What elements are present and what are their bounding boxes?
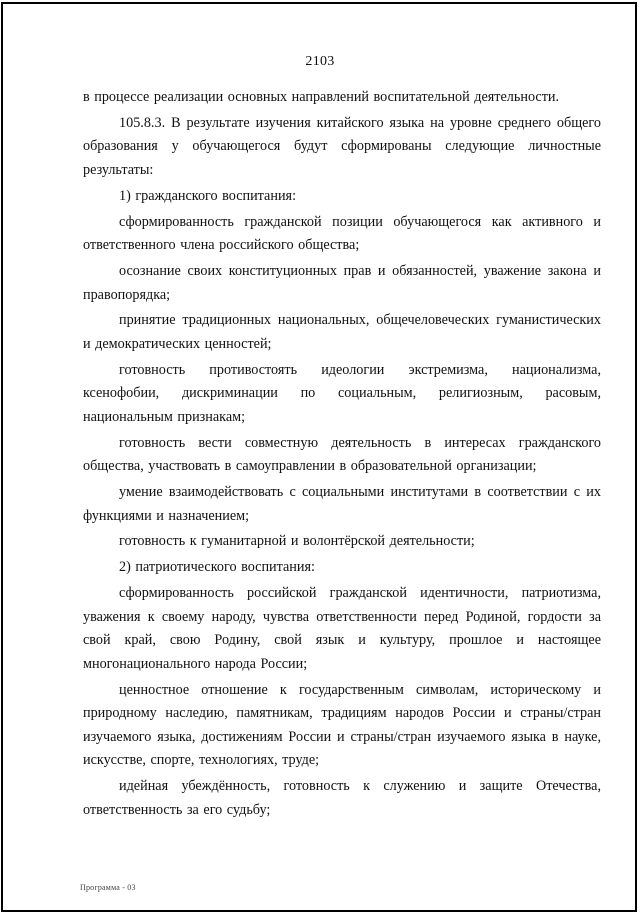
paragraph-item: идейная убеждённость, готовность к служению и защите Отечества, ответственность за его судьбу; [83,778,601,818]
paragraph-item: готовность вести совместную деятельность в интересах гражданского общества, участвовать в самоуправлении в образовательной организации; [83,434,601,475]
page-footer: Программа - 03 [80,883,136,892]
paragraph-heading-patriotic: 2) патриотического воспитания: [119,559,315,576]
paragraph-section-intro: 105.8.3. В результате изучения китайского языка на уровне среднего общего образования у обучающегося будут сформированы следующие личностные результаты: [83,114,601,178]
paragraph-item: принятие традиционных национальных, общечеловеческих гуманистических и демократических ценностей; [83,312,601,352]
paragraph-heading-civic: 1) гражданского воспитания: [119,187,297,204]
paragraph-item: ценностное отношение к государственным символам, историческому и природному наследию, памятникам, традициям народов России и страны/стран изучаемого языка, достижениям России и страны/стран изучаемого языка в науке, искусстве, спорте, технологиях, труде; [83,681,601,769]
paragraph-item: осознание своих конституционных прав и обязанностей, уважение закона и правопорядка; [83,262,601,303]
paragraph-item: умение взаимодействовать с социальными институтами в соответствии с их функциями и назначением; [83,484,601,524]
paragraph-item: готовность противостоять идеологии экстремизма, национализма, ксенофобии, дискриминации по социальным, религиозным, расовым, национальным признакам; [83,361,601,425]
paragraph-item: готовность к гуманитарной и волонтёрской деятельности; [119,533,475,550]
page-number: 2103 [305,54,335,69]
paragraph-item: сформированность гражданской позиции обучающегося как активного и ответственного члена российского общества; [83,213,601,254]
paragraph-continuation: в процессе реализации основных направлений воспитательной деятельности. [83,89,560,105]
document-body [83,86,601,824]
paragraph-item: сформированность российской гражданской идентичности, патриотизма, уважения к своему народу, чувства ответственности перед Родиной, гордости за свой край, свою Родину, свой язык и культуру, прошлое и настоящее многонационального народа России; [83,584,601,672]
